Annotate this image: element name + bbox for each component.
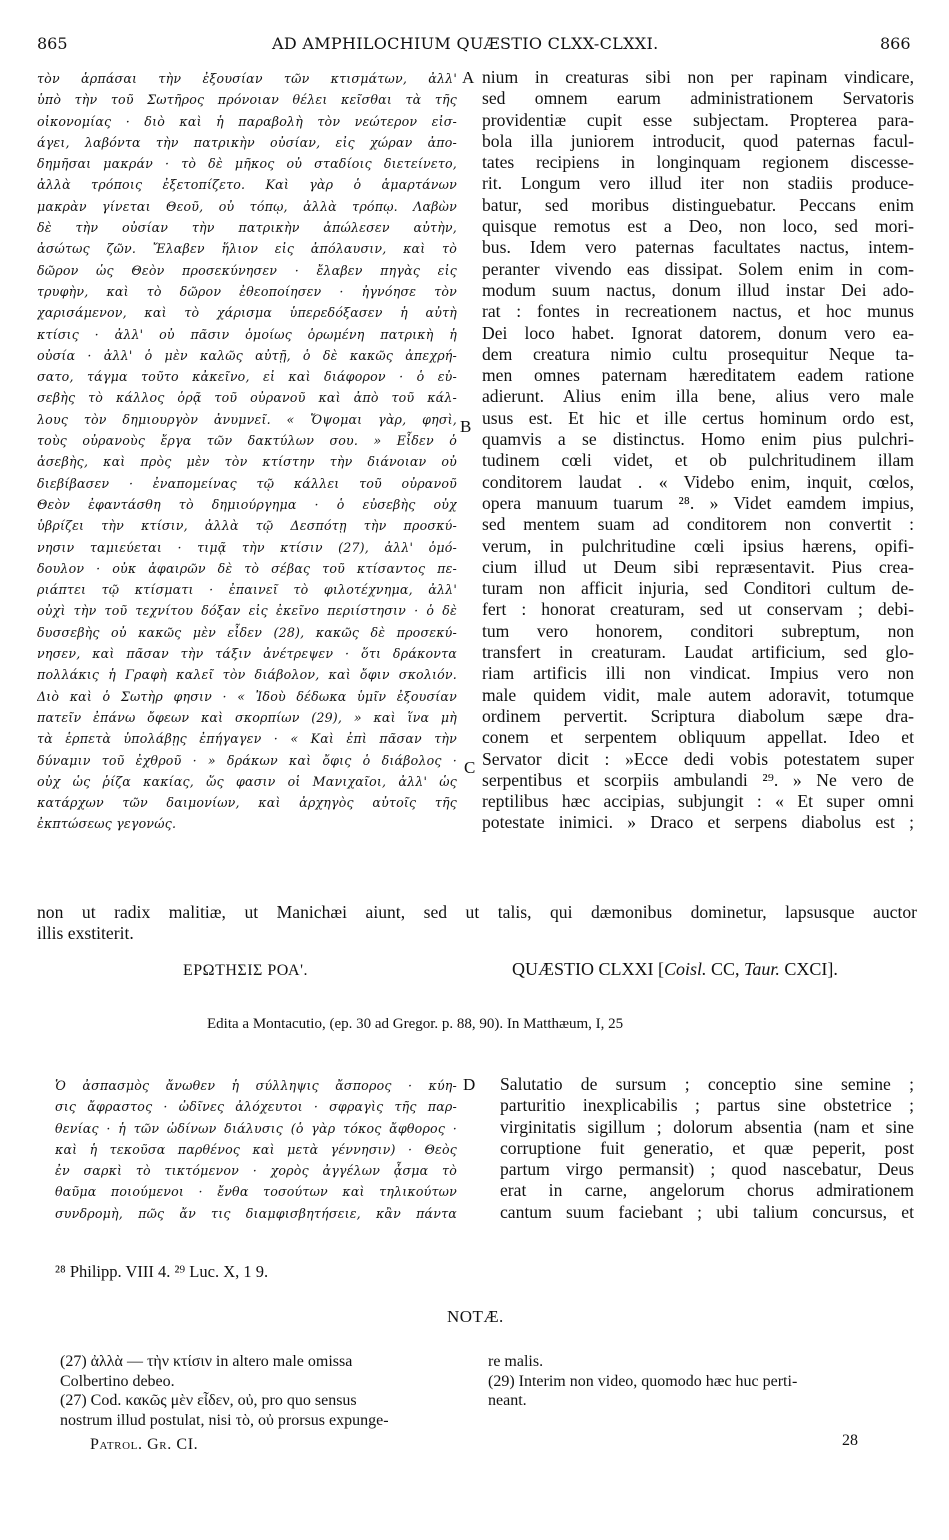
notes-right-column — [488, 1352, 918, 1411]
text-line: δημῆσαι μακράν · τὸ δὲ μῆκος οὐ σταδίοις διετείνετο, — [37, 156, 457, 172]
text-line: rit. Longum vero illud iter non stadiis produce- — [482, 173, 914, 194]
gathering-number: 28 — [842, 1432, 858, 1449]
text-line: οἰκονομίας · διὸ καὶ ἡ παραβολὴ τὸν νεώτερον εἰσ- — [37, 113, 457, 129]
latin-title-taur: Taur. — [744, 959, 780, 979]
text-line: σατο, τάγμα τοῦτο κἀκεῖνο, εἰ καὶ διάφορον · ὁ εὐ- — [37, 369, 457, 385]
text-line: ἐκπτώσεως γεγονώς. — [37, 816, 177, 832]
text-line: ἀλλὰ τρόποις ἐξετοπίζετο. Καὶ γὰρ ὁ ἁμαρτάνων — [37, 177, 457, 193]
text-line: nostrum illud postulat, nisi τὸ, οὐ prorsus expunge- — [60, 1411, 389, 1429]
text-line: σεβὴς τὸ κάλλος ὁρᾷ τοῦ οὐρανοῦ καὶ ἀπὸ τοῦ κάλ- — [37, 390, 457, 406]
text-line: δυσσεβὴς οὐ κακῶς μὲν εἶδεν (28), κακῶς δὲ προσεκύ- — [37, 624, 457, 640]
text-line: male quidem vidit, male autem adoravit, totumque — [482, 684, 914, 705]
text-line: νησεν, καὶ πᾶσαν τὴν τάξιν ἀνέτρεψεν · ὅτι δράκοντα — [37, 646, 457, 662]
text-line: quisque remotus est a Deo, non loco, sed mori- — [482, 216, 914, 237]
text-line: άγει, λαβόντα τὴν πατρικὴν οὐσίαν, εἰς χώραν ἀπο- — [37, 134, 457, 150]
text-line: σις ἄφραστος · ὠδῖνες ἀλόχευτοι · σφραγὶς τῆς παρ- — [55, 1099, 457, 1115]
text-line: Salutatio de sursum ; conceptio sine semine ; — [500, 1074, 914, 1094]
text-line: sed mentem suam ad conditorem non convertit : — [482, 514, 914, 535]
text-line: parturitio inexplicabilis ; partus sine obstetrice ; — [500, 1095, 914, 1116]
text-line: opera manuum tuarum ²⁸. » Videt eamdem impius, — [482, 492, 914, 513]
text-line: δουλον · οὐκ ἀφαιρῶν δὲ τὸ σέβας τοῦ κτίσαντος πε- — [37, 560, 457, 576]
text-line: πολλάκις ἡ Γραφὴ καλεῖ τὸν διάβολον, καὶ ὄφιν σκολιόν. — [37, 667, 457, 683]
text-line: τρυφὴν, καὶ τὸ δῶρον ἐθεοποίησεν · ἠγνόησε τὸν — [37, 283, 457, 299]
page-number-right: 866 — [880, 34, 911, 53]
latin-section-title — [512, 959, 838, 980]
text-line: Ὁ ἀσπασμὸς ἄνωθεν ἡ σύλληψις ἄσπορος · κύη- — [55, 1078, 457, 1093]
text-line: Διὸ καὶ ὁ Σωτὴρ φησιν · « Ἰδοὺ δέδωκα ὑμῖν ἐξουσίαν — [37, 688, 457, 704]
text-line: οὐσία · ἀλλ' ὁ μὲν καλῶς αὐτῇ, ὁ δὲ κακῶς ἀπεχρή- — [37, 347, 457, 363]
text-line: corruptione fuit generatio, et quæ peperit, post — [500, 1137, 914, 1158]
page-number-left: 865 — [37, 34, 68, 53]
text-line: τοὺς οὐρανοὺς ἔργα τῶν δακτύλων σου. » Εἶδεν ὁ — [37, 433, 457, 449]
text-line: usus est. Et hic et ille certus hominum ordo est, — [482, 407, 914, 428]
text-line: Colbertino debeo. — [60, 1372, 175, 1390]
text-line: οὐχὶ τὴν τοῦ τεχνίτου δόξαν εἰς ἐκεῖνο περιίστησιν · ὁ δὲ — [37, 603, 457, 619]
text-line: μακρὰν γίνεται Θεοῦ, οὐ τόπῳ, ἀλλὰ τρόπῳ. Λαβὼν — [37, 198, 457, 214]
text-line: ordinem pervertit. Scriptura diabolum sæpe dra- — [482, 705, 914, 726]
text-line: (27) Cod. κακῶς μὲν εἶδεν, οὐ, pro quo sensus — [60, 1392, 357, 1409]
text-line: οὐχ ὡς ῥίζα κακίας, ὥς φασιν οἱ Μανιχαῖοι, ἀλλ' ὡς — [37, 773, 457, 789]
text-line: cium illud ut Deum sibi repræsentavit. Pius crea- — [482, 556, 914, 577]
text-line: tudinem cœli videt, et ob pulchritudinem illam — [482, 450, 914, 471]
text-line: ὑβρίζει τὴν κτίσιν, ἀλλὰ τῷ Δεσπότῃ τὴν προσκύ- — [37, 518, 457, 534]
text-line: conditorem laudat . « Videbo enim, inquit, cœlos, — [482, 471, 914, 492]
text-line: κτίσις · ἀλλ' οὐ πᾶσιν ὁμοίως ὁρωμένη πατρικὴ ἡ — [37, 326, 457, 342]
text-line: adierunt. Alius enim illa bene, alius vero male — [482, 386, 914, 407]
text-line: νησιν ταμιεύεται · τιμᾷ τὴν κτίσιν (27), ἀλλ' ὁμό- — [37, 539, 457, 555]
latin-title-part: CC, — [706, 959, 745, 979]
text-line: batur, sed moribus distinguebatur. Peccans enim — [482, 194, 914, 215]
margin-letter-c: C — [464, 758, 476, 777]
text-line: riam artificis illi non vindicat. Impius vero non — [482, 663, 914, 684]
full-line: non ut radix malitiæ, ut Manichæi aiunt, sed ut talis, qui dæmonibus dominetur, lapsusque auctor — [37, 902, 917, 922]
text-line: nium in creaturas sibi non per rapinam vindicare, — [482, 67, 914, 87]
text-line: providentiæ cupit esse subjectam. Propterea para- — [482, 109, 914, 130]
text-line: cantum suum faciebant ; ubi talium concursus, et — [500, 1201, 914, 1222]
text-line: πατεῖν ἐπάνω ὄφεων καὶ σκορπίων (29), » καὶ ἵνα μὴ — [37, 709, 457, 725]
latin-title-coisl: Coisl. — [664, 959, 707, 979]
text-line: fert : honorat creaturam, sed ut conservam ; debi- — [482, 599, 914, 620]
greek-section-title: ΕΡΩΤΗΣΙΣ ΡΟΑ'. — [183, 962, 308, 979]
text-line: partum virgo permansit) ; quod nascebatur, Deus — [500, 1159, 914, 1180]
latin-column-second — [500, 1074, 914, 1223]
text-line: λους τὸν δημιουργὸν ἀνυμνεῖ. « Ὄψομαι γὰρ, φησὶ, — [37, 411, 457, 427]
text-line: κατάρχων τῶν δαιμονίων, καὶ ἀρχηγὸς αὐτοῖς τῆς — [37, 795, 457, 811]
text-line: Servator dicit : »Ecce dedi vobis potestatem super — [482, 748, 914, 769]
patrol-signature: Patrol. Gr. CI. — [90, 1436, 199, 1453]
full-line: illis exstiterit. — [37, 923, 134, 943]
text-line: transfert in creaturam. Laudat artificium, sed glo- — [482, 642, 914, 663]
latin-column-main — [482, 67, 914, 834]
margin-letter-d: D — [463, 1075, 476, 1094]
text-line: διεβίβασεν · ἐναπομείνας τῷ κάλλει τοῦ οὐρανοῦ — [37, 475, 457, 491]
text-line: erat in carne, angelorum chorus admirationem — [500, 1180, 914, 1201]
text-line: reptilibus hæc accipias, subjungit : « Et super omni — [482, 791, 914, 812]
text-line: turam non afficit injuria, sed Conditori cultum de- — [482, 578, 914, 599]
text-line: men omnes paternam hæreditatem eadem ratione — [482, 365, 914, 386]
text-line: τὰ ἑρπετὰ ὑπολάβῃς ἐπήγαγεν · « Καὶ ἐπὶ πᾶσαν τὴν — [37, 731, 457, 747]
text-line: verum, in pulchritudine cœli ipsius hærens, opifi- — [482, 535, 914, 556]
margin-letter-b: B — [460, 417, 472, 436]
running-title: AD AMPHILOCHIUM QUÆSTIO CLXX-CLXXI. — [272, 34, 659, 53]
text-line: ὑπὸ τὴν τοῦ Σωτῆρος πρόνοιαν θέλει κεῖσθαι τὰ τῆς — [37, 92, 457, 108]
text-line: (29) Interim non video, quomodo hæc huc perti- — [488, 1372, 798, 1390]
text-line: (27) ἀλλὰ — τὴν κτίσιν in altero male omissa — [60, 1353, 353, 1370]
text-line: δύναμιν τοῦ ἐχθροῦ · » δράκων καὶ ὄφις ὁ διάβολος · — [37, 752, 457, 768]
text-line: θαῦμα ποιούμενοι · ἔνθα τοσούτων καὶ τηλικούτων — [55, 1184, 457, 1200]
greek-column-second — [55, 1075, 457, 1224]
text-line: re malis. — [488, 1353, 544, 1370]
text-line: Dei loco habet. Ignorat datorem, donum vero ea- — [482, 322, 914, 343]
text-line: dem creatura nimio cultu prosequitur Neque ta- — [482, 343, 914, 364]
text-line: virginitatis sigillum ; dolorum absentia (nam et sine — [500, 1116, 914, 1137]
edition-note: Edita a Montacutio, (ep. 30 ad Gregor. p. 88, 90). In Matthæum, I, 25 — [207, 1016, 624, 1032]
text-line: modum suum nactus, donum illud instar Dei ado- — [482, 279, 914, 300]
text-line: conem et serpentem obliquum appellat. Ideo et — [482, 727, 914, 748]
footnote-references: ²⁸ Philipp. VIII 4. ²⁹ Luc. X, 1 9. — [55, 1262, 269, 1281]
text-line: bus. Idem vero paternas facultates nactus, intem- — [482, 237, 914, 258]
text-line: χαρισάμενον, καὶ τὸ χάρισμα ὑπερεδόξασεν ἡ αὐτὴ — [37, 305, 457, 321]
greek-column-main — [37, 68, 457, 835]
text-line: potestate inimici. » Draco et serpens diabolus est ; — [482, 812, 914, 833]
margin-letter-a: A — [462, 68, 475, 87]
text-line: συνδρομὴ, πῶς ἄν τις διαμφισβητήσειε, κἂν πάντα — [55, 1205, 457, 1221]
text-line: rat : fontes in recreationem nactus, et hoc munus — [482, 301, 914, 322]
text-line: θενίας · ἡ τῶν ὠδίνων διάλυσις (ὁ γὰρ τόκος ἄφθορος · — [55, 1120, 457, 1136]
text-line: peranter vivendo eas dissipat. Solem enim in com- — [482, 258, 914, 279]
text-line: serpentibus et scorpiis ambulandi ²⁹. » Ne vero de — [482, 769, 914, 790]
text-line: sed omnem earum administrationem Servatoris — [482, 88, 914, 109]
text-line: tates recipiens in longinquam regionem discesse- — [482, 152, 914, 173]
text-line: καὶ ἡ τεκοῦσα παρθένος καὶ μετὰ γέννησιν) · Θεὸς — [55, 1141, 457, 1157]
text-line: bola illa juniorem introducit, quod paternas facul- — [482, 130, 914, 151]
text-line: ἐν σαρκὶ τὸ τικτόμενον · χορὸς ἀγγέλων ᾆσμα τὸ — [55, 1163, 457, 1179]
text-line: δὲ τὴν οὐσίαν τὴν πατρικὴν ἀπώλεσεν αὐτὴν, — [37, 220, 457, 236]
text-line: ριάπτει τῷ κτίσματι · ἐπαινεῖ τὸ φιλοτέχνημα, ἀλλ' — [37, 582, 457, 598]
text-line: neant. — [488, 1392, 527, 1409]
text-line: tum vero honorem, conditori subreptum, non — [482, 620, 914, 641]
text-line: ἀσώτως ζῶν. Ἔλαβεν ἥλιον εἰς ἀπόλαυσιν, καὶ τὸ — [37, 241, 457, 257]
text-line: Θεὸν ἐφαντάσθη τὸ δημιούργημα · ὁ εὐσεβὴς οὐχ — [37, 496, 457, 512]
full-width-text — [37, 902, 917, 944]
notae-title: NOTÆ. — [447, 1307, 504, 1326]
text-line: τὸν ἁρπάσαι τὴν ἐξουσίαν τῶν κτισμάτων, ἀλλ' — [37, 71, 457, 86]
text-line: ἀσεβὴς, καὶ πρὸς μὲν τὸν κτίστην τὴν διάνοιαν οὐ — [37, 454, 457, 470]
notes-left-column — [60, 1352, 460, 1430]
latin-title-part: QUÆSTIO CLXXI [ — [512, 959, 664, 979]
latin-title-part: CXCI]. — [779, 959, 838, 979]
text-line: δῶρον ὡς Θεὸν προσεκύνησεν · ἔλαβεν πηγὰς εἰς — [37, 262, 457, 278]
text-line: quamvis a se distinctus. Homo enim pius pulchri- — [482, 429, 914, 450]
